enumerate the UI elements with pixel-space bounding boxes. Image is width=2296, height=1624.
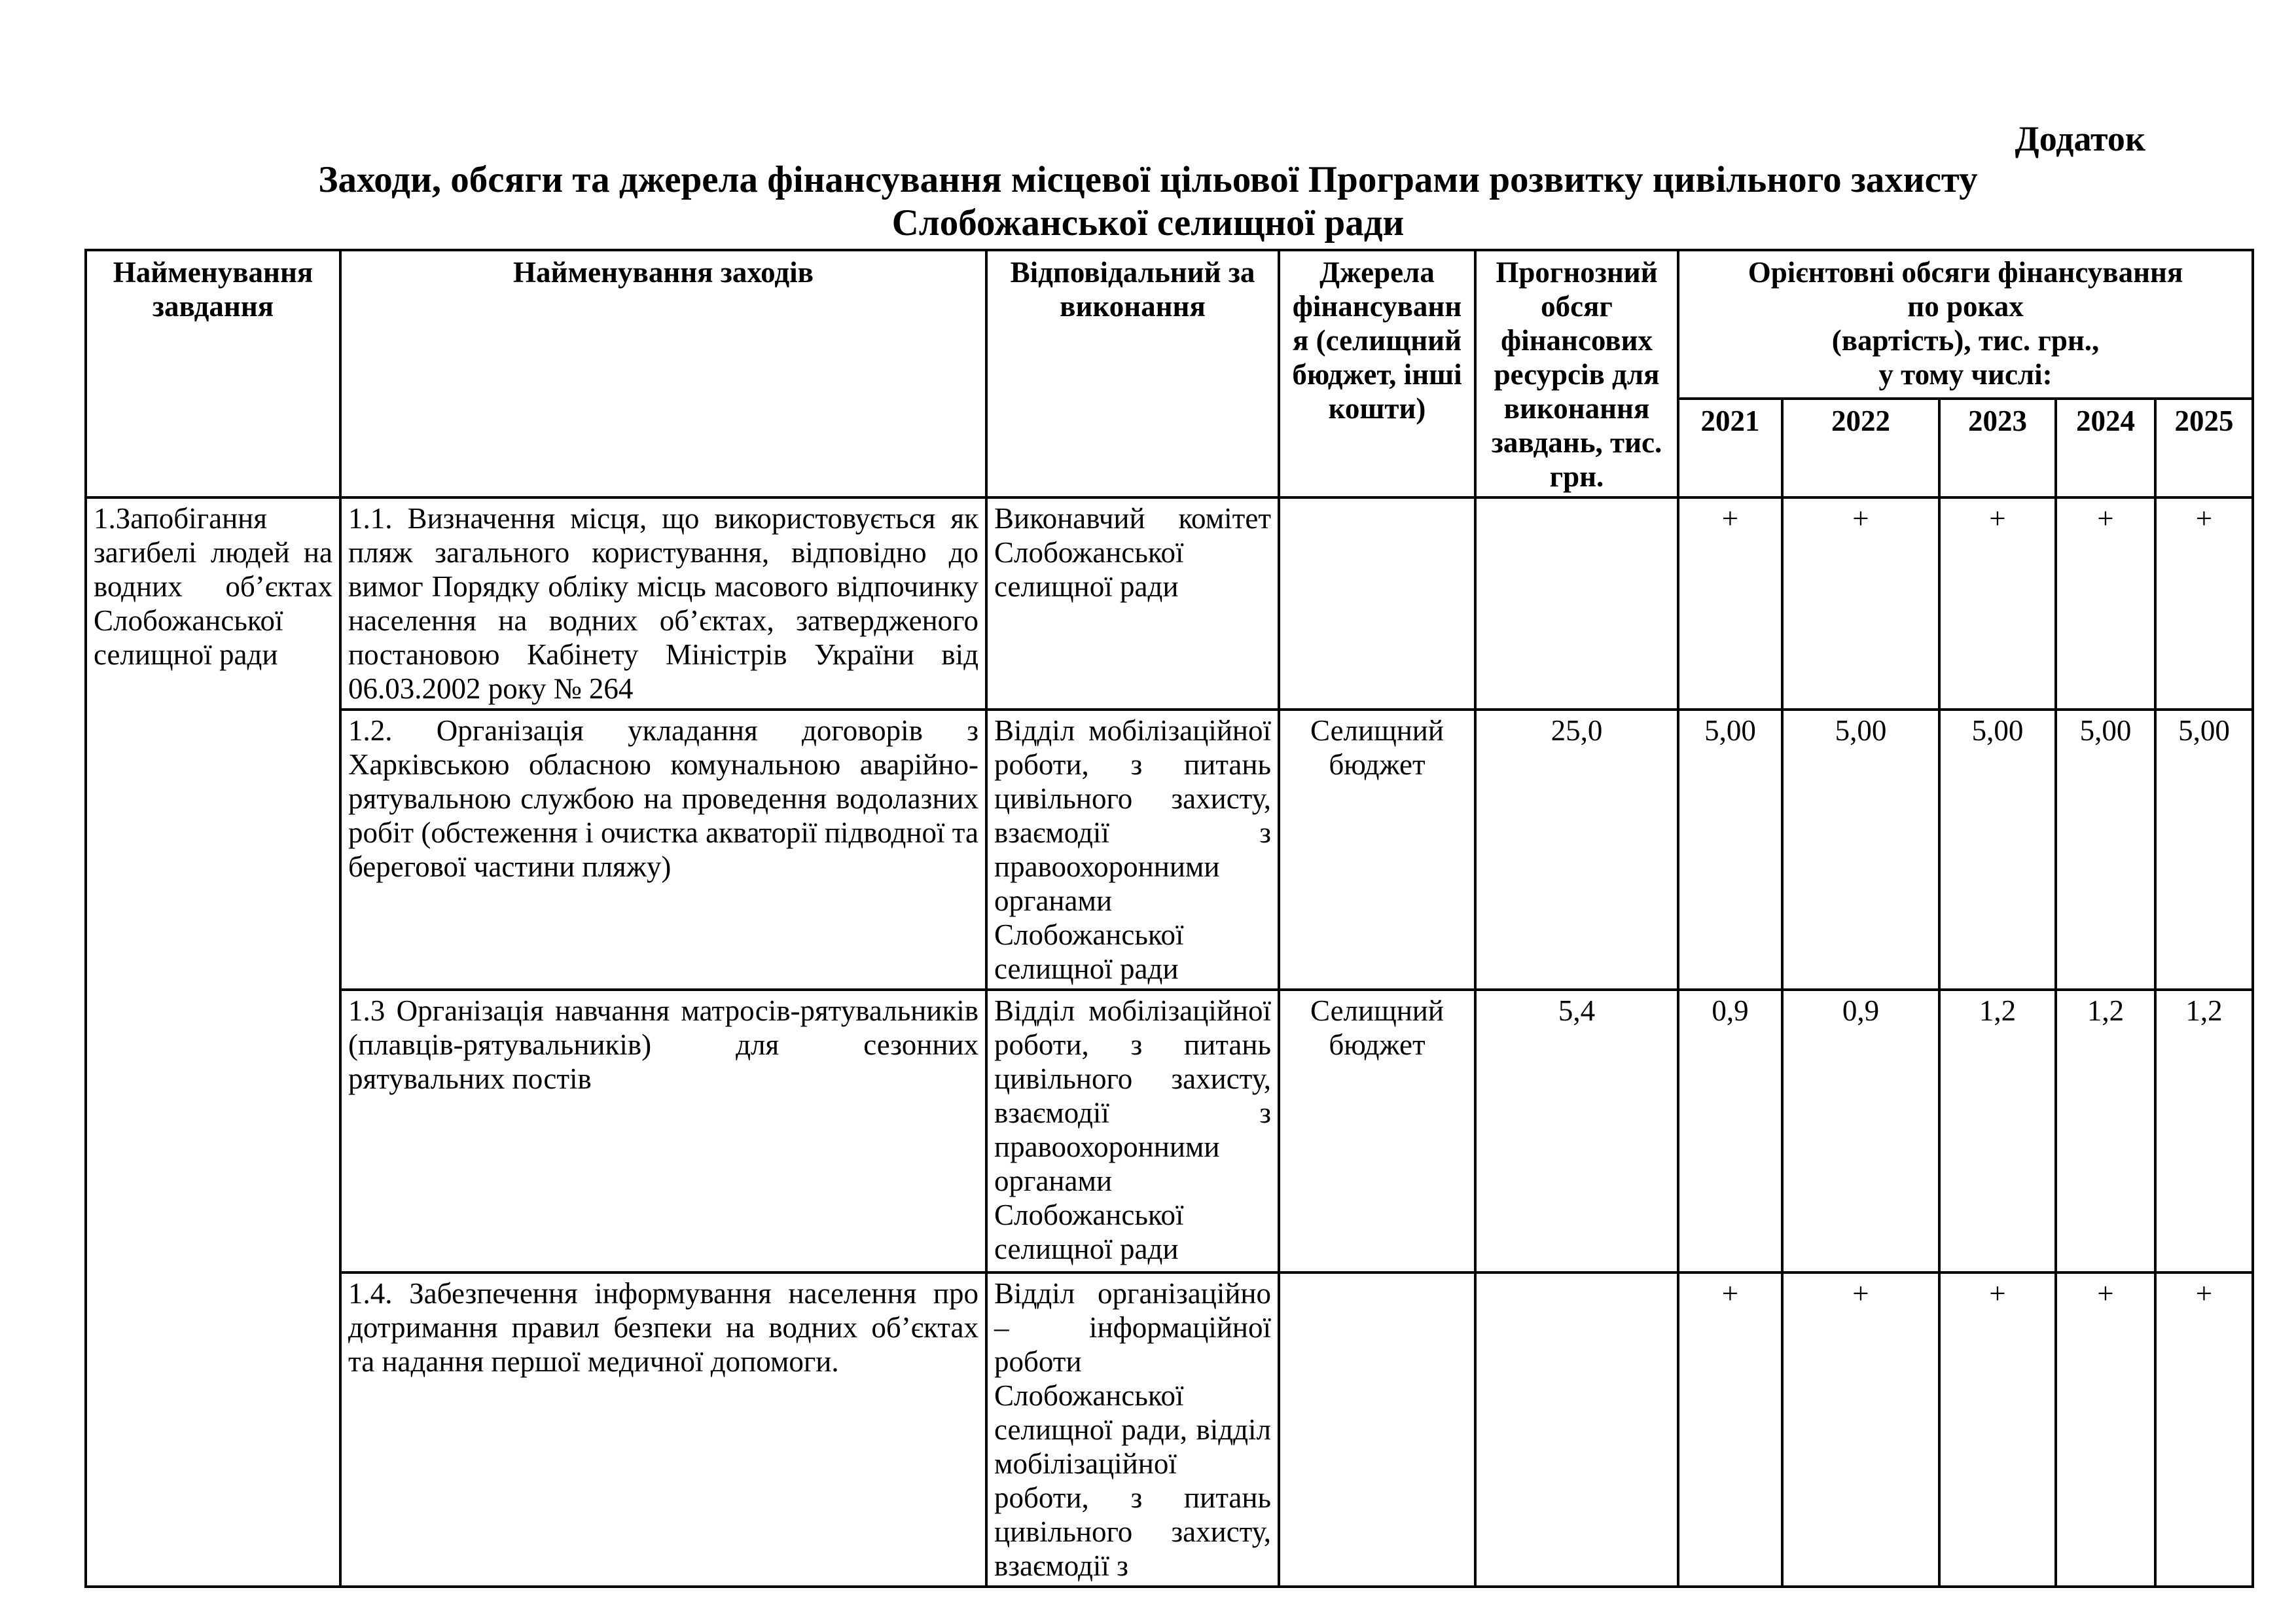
header-forecast: Прогнозний обсяг фінансових ресурсів для виконання завдань, тис. грн. xyxy=(1475,250,1678,497)
year-value-cell: 5,00 xyxy=(1939,710,2056,990)
source-cell: Селищний бюджет xyxy=(1279,990,1475,1272)
forecast-cell xyxy=(1475,497,1678,710)
header-year-2021: 2021 xyxy=(1678,399,1782,497)
responsible-cell: Відділ організаційно – інформаційної роботи Слобожанської селищної ради, відділ мобілізаційної роботи, з питань цивільного захисту, взаємодії з xyxy=(986,1272,1279,1587)
forecast-cell: 5,4 xyxy=(1475,990,1678,1272)
header-year-2024: 2024 xyxy=(2056,399,2155,497)
measure-cell: 1.2. Організація укладання договорів з Харківською обласною комунальною аварійно-рятувальною службою на проведення водолазних робіт (обстеження і очистка акваторії підводної та берегової частини пляжу) xyxy=(340,710,986,990)
task-group-cell: 1.Запобігання загибелі людей на водних об’єктах Слобожанської селищної ради xyxy=(86,497,340,1587)
year-value-cell: + xyxy=(1678,497,1782,710)
year-value-cell: + xyxy=(2155,497,2253,710)
source-cell: Селищний бюджет xyxy=(1279,710,1475,990)
year-value-cell: 5,00 xyxy=(1782,710,1939,990)
table-row xyxy=(86,710,2253,990)
measure-cell: 1.3 Організація навчання матросів-рятувальників (плавців-рятувальників) для сезонних рятувальних постів xyxy=(340,990,986,1272)
table-row xyxy=(86,1272,2253,1587)
title-line-2: Слобожанської селищної ради xyxy=(891,202,1405,244)
table-row xyxy=(86,990,2253,1272)
year-value-cell: 0,9 xyxy=(1678,990,1782,1272)
year-value-cell: 1,2 xyxy=(2155,990,2253,1272)
header-yearly-line: у тому числі: xyxy=(1878,358,2053,391)
measure-cell: 1.1. Визначення місця, що використовується як пляж загального користування, відповідно до вимог Порядку обліку місць масового відпочинку населення на водних об’єктах, затвердженого постановою Кабінету Міністрів України від 06.03.2002 року № 264 xyxy=(340,497,986,710)
year-value-cell: 5,00 xyxy=(2155,710,2253,990)
header-task: Найменування завдання xyxy=(86,250,340,497)
header-sources: Джерела фінансування (селищний бюджет, інші кошти) xyxy=(1279,250,1475,497)
year-value-cell: 5,00 xyxy=(1678,710,1782,990)
financing-table xyxy=(84,249,2254,1588)
year-value-cell: + xyxy=(1782,497,1939,710)
forecast-cell: 25,0 xyxy=(1475,710,1678,990)
header-yearly-volumes xyxy=(1678,250,2253,399)
year-value-cell: + xyxy=(1939,497,2056,710)
header-year-2022: 2022 xyxy=(1782,399,1939,497)
year-value-cell: + xyxy=(2155,1272,2253,1587)
source-cell xyxy=(1279,1272,1475,1587)
header-yearly-line: (вартість), тис. грн., xyxy=(1831,324,2100,357)
responsible-cell: Виконавчий комітет Слобожанської селищної ради xyxy=(986,497,1279,710)
table-row xyxy=(86,497,2253,710)
year-value-cell: + xyxy=(2056,497,2155,710)
header-yearly-line: по роках xyxy=(1907,290,2024,323)
header-yearly-line: Орієнтовні обсяги фінансування xyxy=(1748,256,2183,289)
title-line-1: Заходи, обсяги та джерела фінансування місцевої цільової Програми розвитку цивільного захисту xyxy=(318,159,1978,200)
year-value-cell: 1,2 xyxy=(1939,990,2056,1272)
page-title xyxy=(0,158,2296,245)
year-value-cell: + xyxy=(2056,1272,2155,1587)
responsible-cell: Відділ мобілізаційної роботи, з питань цивільного захисту, взаємодії з правоохоронними органами Слобожанської селищної ради xyxy=(986,710,1279,990)
year-value-cell: + xyxy=(1782,1272,1939,1587)
year-value-cell: + xyxy=(1939,1272,2056,1587)
forecast-cell xyxy=(1475,1272,1678,1587)
header-measures: Найменування заходів xyxy=(340,250,986,497)
header-row-main xyxy=(86,250,2253,399)
header-year-2025: 2025 xyxy=(2155,399,2253,497)
year-value-cell: + xyxy=(1678,1272,1782,1587)
header-responsible: Відповідальний за виконання xyxy=(986,250,1279,497)
year-value-cell: 0,9 xyxy=(1782,990,1939,1272)
year-value-cell: 5,00 xyxy=(2056,710,2155,990)
responsible-cell: Відділ мобілізаційної роботи, з питань цивільного захисту, взаємодії з правоохоронними органами Слобожанської селищної ради xyxy=(986,990,1279,1272)
header-year-2023: 2023 xyxy=(1939,399,2056,497)
year-value-cell: 1,2 xyxy=(2056,990,2155,1272)
appendix-label: Додаток xyxy=(2015,119,2145,158)
measure-cell: 1.4. Забезпечення інформування населення про дотримання правил безпеки на водних об’єктах та надання першої медичної допомоги. xyxy=(340,1272,986,1587)
source-cell xyxy=(1279,497,1475,710)
